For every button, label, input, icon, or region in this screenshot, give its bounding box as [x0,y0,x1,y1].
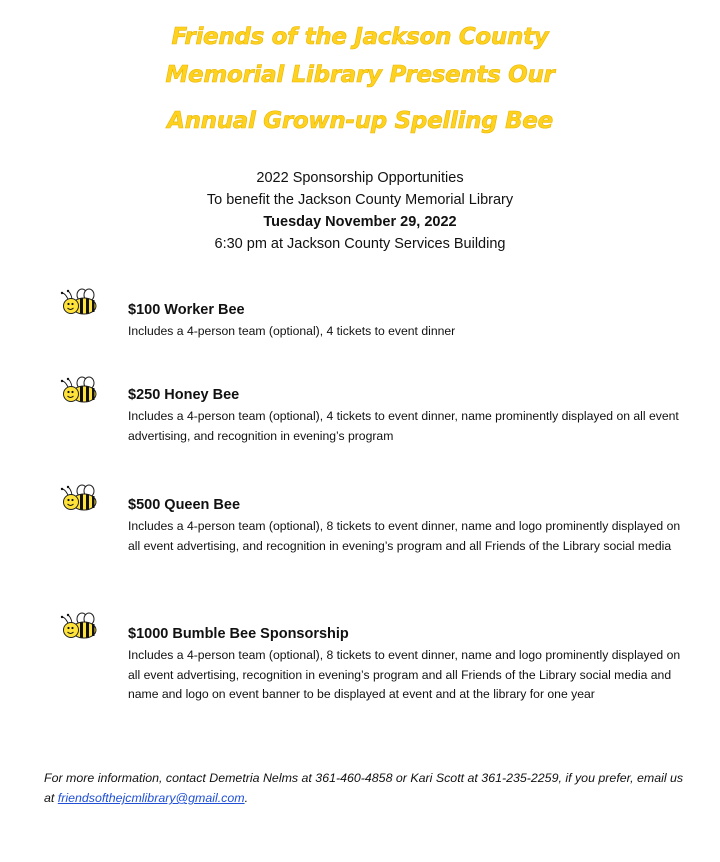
bee-icon [58,612,98,642]
tier-name: $500 Queen Bee [128,497,241,513]
header-title-line-2: Memorial Library Presents Our [165,62,555,88]
tier-name: $100 Worker Bee [128,302,245,318]
tier-name: $250 Honey Bee [128,387,240,403]
sponsorship-heading: 2022 Sponsorship Opportunities [256,170,464,186]
tier-description: Includes a 4-person team (optional), 4 tickets to event dinner, name prominently displayed on all event advertising, and recognition in evening’s program [128,409,679,443]
event-time-place: 6:30 pm at Jackson County Services Building [214,236,506,252]
tier-name: $1000 Bumble Bee Sponsorship [128,626,349,642]
contact-text-end: . [244,791,249,805]
header-title-line-3: Annual Grown-up Spelling Bee [167,108,553,134]
tier-description: Includes a 4-person team (optional), 8 tickets to event dinner, name and logo prominently displayed on all event advertising, recognition in evening’s program and all Friends of the Library social media and name and logo on event banner to be displayed at event and at the library for one year [128,648,681,702]
bee-icon [58,288,98,318]
tier-description: Includes a 4-person team (optional), 8 tickets to event dinner, name and logo prominently displayed on all event advertising, and recognition in evening’s program and all Friends of the Library social media [128,519,681,553]
email-link[interactable]: friendsofthejcmlibrary@gmail.com [57,791,245,805]
event-date: Tuesday November 29, 2022 [263,214,457,230]
bee-icon [58,484,98,514]
benefit-line: To benefit the Jackson County Memorial Library [206,192,514,208]
contact-text: For more information, contact Demetria Nelms at 361-460-4858 or Kari Scott at 361-235-2259, if you prefer, email us at [44,771,684,805]
tier-description: Includes a 4-person team (optional), 4 tickets to event dinner [128,324,456,338]
header-title-line-1: Friends of the Jackson County [171,24,549,50]
bee-icon [58,376,98,406]
contact-footer [44,768,684,808]
